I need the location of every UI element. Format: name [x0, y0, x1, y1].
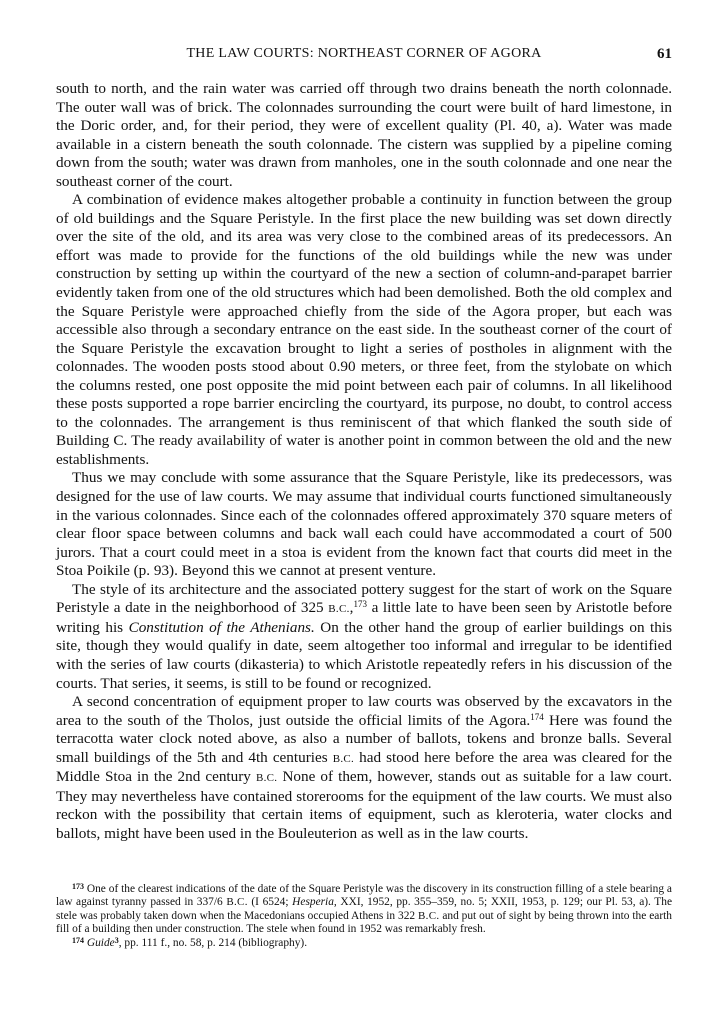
footnotes — [56, 883, 672, 950]
era-abbreviation: B.C. — [418, 909, 440, 922]
edition-number: 3 — [114, 935, 119, 945]
text-run: XXI, 1952, pp. 355–359, no. 5; XXII, 1953, p. 129; our Pl. 53, a). The stele was probably taken down when the Macedonians occupied Athens in 322 — [56, 896, 673, 922]
journal-title: Hesperia, — [292, 896, 337, 909]
text-run: The style of its architecture and the associated pottery suggest for the start of work on the Square Peristyle a date in the neighborhood of 325 — [56, 580, 672, 617]
main-text — [56, 80, 672, 843]
paragraph-1: south to north, and the rain water was carried off through two drains beneath the north colonnade. The outer wall was of brick. The colonnades surrounding the court were built of hard limestone, in the Doric order, and, for their period, they were of excellent quality (Pl. 40, a). Water was made available in a cistern beneath the south colonnade. The cistern was supplied by a pipeline coming down from the south; water was drawn from manholes, one in the south colonnade and one near the southeast corner of the court. — [56, 80, 672, 190]
text-run: a little late to have been seen by Aristotle before writing his — [56, 599, 673, 636]
footnote-174 — [56, 937, 672, 950]
paragraph-4: The style of its architecture and the associated pottery suggest for the start of work on the Square Peristyle a date in the neighborhood of 325 B.C.,$^{173}$ a little late to have been seen by Aristotle before writing his Constitution of the Athenians. On the other hand the group of earlier buildings on this site, though they would qualify in date, seem altogether too informal and irregular to be identified with the series of law courts (dikasteria) to which Aristotle repeatedly refers in his discussion of the courts. That series, it seems, is still to be found or recognized. — [56, 580, 673, 692]
footnote-number: 173 — [72, 882, 84, 891]
era-abbreviation: B.C. — [255, 772, 278, 785]
footnote-ref-173[interactable]: 173 — [353, 599, 367, 610]
footnote-ref-174[interactable]: 174 — [530, 711, 544, 722]
book-title: Constitution of the Athenians. — [128, 618, 315, 636]
era-abbreviation: B.C. — [226, 896, 248, 909]
paragraph-3: Thus we may conclude with some assurance that the Square Peristyle, like its predecessors, was designed for the use of law courts. We may assume that individual courts functioned simultaneously in the various colonnades. Since each of the colonnades offered approximately 370 square meters of clear floor space between columns and back wall each could have accommodated a court of 500 jurors. That a court could meet in a stoa is evident from the known fact that courts did meet in the Stoa Poikile (p. 93). Beyond this we cannot at present venture. — [56, 469, 672, 580]
text-run: and put out of sight by being thrown into the earth fill of a building then under construction. The stele when found in 1952 was remarkably fresh. — [56, 909, 672, 936]
guide-title: Guide — [86, 936, 115, 949]
text-run: A second concentration of equipment proper to law courts was observed by the excavators in the area to the south of the Tholos, just outside the official limits of the Agora. — [56, 693, 672, 729]
text-run: (I 6524; — [251, 896, 289, 909]
running-title: THE LAW COURTS: NORTHEAST CORNER OF AGORA — [186, 46, 542, 61]
text-run: had stood here before the area was cleared for the Middle Stoa in the 2nd century — [56, 748, 672, 786]
running-header — [56, 46, 672, 66]
text-run: One of the clearest indications of the date of the Square Peristyle was the discovery in its construction filling of a stele bearing a law against tyranny passed in 337/6 — [56, 883, 672, 909]
footnote-173 — [56, 883, 672, 937]
text-run: None of them, however, stands out as suitable for a law court. They may nevertheless have contained storerooms for the equipment of the law courts. We must also reckon with the possibility that certain items of equipment, such as kleroteria, water clocks and ballots, might have been used in the Bouleuterion as well as in the law courts. — [56, 768, 673, 842]
text-run: , pp. 111 f., no. 58, p. 214 (bibliography). — [118, 936, 308, 949]
text-run: Here was found the terracotta water clock noted above, as also a number of ballots, tokens and bronze balls. Several small buildings of the 5th and 4th centuries — [56, 711, 673, 766]
era-abbreviation: B.C. — [328, 603, 350, 616]
paragraph-5 — [56, 693, 672, 843]
text-run: On the other hand the group of earlier buildings on this site, though they would qualify in date, seem altogether too informal and irregular to be identified with the series of law courts (dikasteria) to which Aristotle repeatedly refers in his discussion of the courts. That series, it seems, is still to be found or recognized. — [56, 618, 672, 692]
paragraph-2: A combination of evidence makes altogether probable a continuity in function between the group of old buildings and the Square Peristyle. In the first place the new building was set down directly over the site of the old, and its area was very close to the combined areas of its predecessors. An effort was made to provide for the functions of the old buildings while the new was under construction by setting up within the courtyard of the new a section of column-and-parapet barrier evidently taken from one of the old structures which had been demolished. Both the old complex and the Square Peristyle were approached chiefly from the side of the Agora proper, but each was accessible also through a secondary entrance on the east side. In the southeast corner of the court of the Square Peristyle the excavation brought to light a series of postholes in alignment with the colonnades. The wooden posts stood about 0.90 meters, or three feet, from the stylobate on which the columns rested, one post opposite the mid point between each pair of columns. In all likelihood these posts supported a rope barrier encircling the courtyard, its purpose, no doubt, to control access to the colonnades. The arrangement is thus reminiscent of that which flanked the south side of Building C. The ready availability of water is another point in common between the old and the new establishments. — [56, 191, 672, 468]
era-abbreviation: B.C. — [332, 752, 355, 765]
footnote-number: 174 — [72, 935, 84, 945]
page-number: 61 — [657, 46, 672, 62]
